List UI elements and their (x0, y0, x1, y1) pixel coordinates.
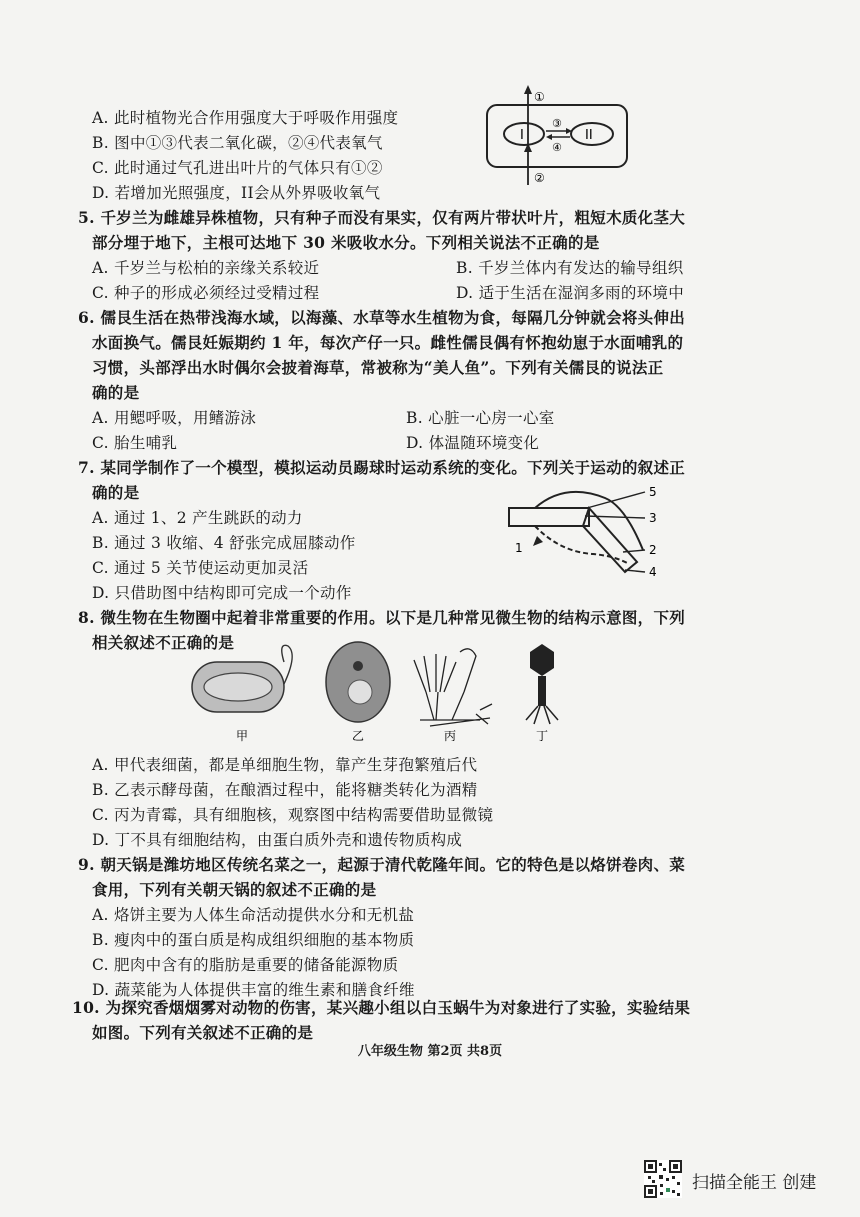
q9-stem-2: 食用，下列有关朝天锅的叙述不正确的是 (92, 880, 377, 899)
q7-label-2: 2 (649, 543, 657, 557)
q7-option-c: C. 通过 5 关节使运动更加灵活 (92, 559, 309, 577)
page-footer: 八年级生物 第2页 共8页 (357, 1044, 503, 1059)
q7-stem-1: 7. 某同学制作了一个模型，模拟运动员踢球时运动系统的变化。下列关于运动的叙述正 (78, 458, 686, 477)
q7-leg-model-diagram (505, 484, 675, 584)
q6-stem-1: 6. 儒艮生活在热带浅海水域，以海藻、水草等水生植物为食，每隔几分钟就会将头伸出 (78, 308, 686, 327)
q8-option-c: C. 丙为青霉，具有细胞核，观察图中结构需要借助显微镜 (92, 806, 494, 824)
q5-option-b: B. 千岁兰体内有发达的输导组织 (456, 259, 684, 277)
q4-label-2: ② (534, 171, 545, 185)
q6-option-a: A. 用鳃呼吸，用鳍游泳 (92, 409, 257, 427)
q7-label-1: 1 (515, 541, 523, 555)
q4-option-b: B. 图中①③代表二氧化碳，②④代表氧气 (92, 134, 383, 152)
q4-label-II: II (585, 128, 593, 143)
q6-stem-4: 确的是 (92, 383, 140, 402)
q5-option-a: A. 千岁兰与松柏的亲缘关系较近 (92, 259, 320, 277)
q8-option-a: A. 甲代表细菌，都是单细胞生物，靠产生芽孢繁殖后代 (92, 756, 478, 774)
q4-option-c: C. 此时通过气孔进出叶片的气体只有①② (92, 159, 383, 177)
q7-option-a: A. 通过 1、2 产生跳跃的动力 (92, 509, 303, 527)
q9-option-c: C. 肥肉中含有的脂肪是重要的储备能源物质 (92, 956, 399, 974)
q7-option-b: B. 通过 3 收缩、4 舒张完成屈膝动作 (92, 534, 356, 552)
q4-label-4: ④ (552, 141, 562, 154)
scanner-watermark (644, 1160, 844, 1200)
q6-option-c: C. 胎生哺乳 (92, 434, 178, 452)
q6-stem-2: 水面换气。儒艮妊娠期约 1 年，每次产仔一只。雌性儒艮偶有怀抱幼崽于水面哺乳的 (92, 333, 684, 352)
q4-leaf-gas-diagram (480, 85, 640, 190)
q7-label-4: 4 (649, 565, 657, 579)
q8-option-d: D. 丁不具有细胞结构，由蛋白质外壳和遗传物质构成 (92, 831, 463, 849)
q4-label-I: I (520, 128, 524, 143)
q10-stem-1: 10. 为探究香烟烟雾对动物的伤害，某兴趣小组以白玉蜗牛为对象进行了实验，实验结果 (72, 998, 691, 1017)
q6-option-b: B. 心脏一心房一心室 (406, 409, 555, 427)
q8-stem-1: 8. 微生物在生物圈中起着非常重要的作用。以下是几种常见微生物的结构示意图，下列 (78, 608, 686, 627)
q8-option-b: B. 乙表示酵母菌，在酿酒过程中，能将糖类转化为酒精 (92, 781, 478, 799)
penicillium-figure (414, 649, 492, 726)
q5-option-d: D. 适于生活在湿润多雨的环境中 (456, 284, 685, 302)
q8-label-ding: 丁 (536, 729, 549, 743)
bacteriophage-figure (526, 644, 558, 724)
q9-option-b: B. 瘦肉中的蛋白质是构成组织细胞的基本物质 (92, 931, 415, 949)
q4-option-a: A. 此时植物光合作用强度大于呼吸作用强度 (92, 109, 399, 127)
q7-label-5: 5 (649, 485, 657, 499)
yeast-figure (326, 642, 390, 722)
q7-option-d: D. 只借助图中结构即可完成一个动作 (92, 584, 352, 602)
q4-option-d: D. 若增加光照强度，II会从外界吸收氧气 (92, 184, 381, 202)
bacterium-figure (192, 645, 292, 712)
q6-option-d: D. 体温随环境变化 (406, 434, 540, 452)
q9-option-a: A. 烙饼主要为人体生命活动提供水分和无机盐 (92, 906, 415, 924)
q5-option-c: C. 种子的形成必须经过受精过程 (92, 284, 320, 302)
q6-stem-3: 习惯，头部浮出水时偶尔会披着海草，常被称为“美人鱼”。下列有关儒艮的说法正 (92, 358, 664, 377)
q8-label-yi: 乙 (352, 729, 365, 743)
q4-label-1: ① (534, 90, 545, 104)
q9-stem-1: 9. 朝天锅是潍坊地区传统名菜之一，起源于清代乾隆年间。它的特色是以烙饼卷肉、菜 (78, 855, 686, 874)
q10-stem-2: 如图。下列有关叙述不正确的是 (92, 1023, 314, 1042)
q8-microbes-figure (180, 634, 600, 746)
q8-stem-2: 相关叙述不正确的是 (92, 633, 235, 652)
scanner-brand-text: 扫描全能王 创建 (692, 1173, 817, 1193)
q9-option-d: D. 蔬菜能为人体提供丰富的维生素和膳食纤维 (92, 981, 415, 999)
q5-stem-1: 5. 千岁兰为雌雄异株植物，只有种子而没有果实，仅有两片带状叶片，粗短木质化茎大 (78, 208, 686, 227)
q4-label-3: ③ (552, 117, 562, 130)
q8-label-jia: 甲 (236, 729, 249, 743)
q7-stem-2: 确的是 (92, 483, 140, 502)
qr-code-icon (644, 1160, 682, 1198)
q8-label-bing: 丙 (444, 729, 457, 743)
q5-stem-2: 部分埋于地下，主根可达地下 30 米吸收水分。下列相关说法不正确的是 (92, 233, 600, 252)
q7-label-3: 3 (649, 511, 657, 525)
